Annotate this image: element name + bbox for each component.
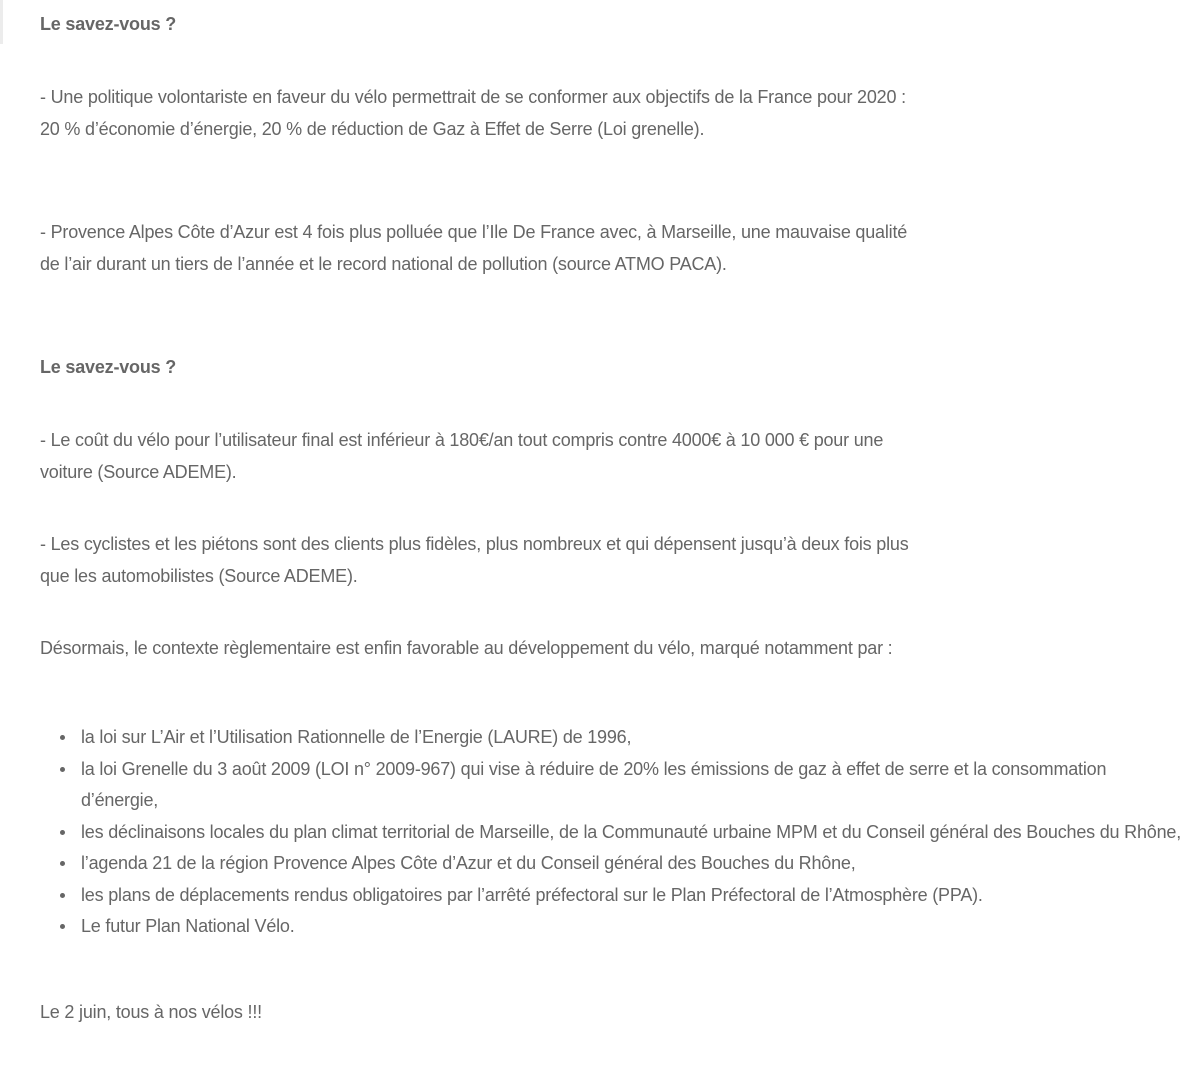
bullet-icon [60,735,65,740]
section-heading: Le savez-vous ? [40,357,177,377]
section-heading: Le savez-vous ? [40,14,177,34]
list-item [40,911,1185,943]
paragraph: - Provence Alpes Côte d’Azur est 4 fois plus polluée que l’Ile De France avec, à Marseille, une mauvaise qualité de l’air durant un tiers de l’année et le record national de pollution (source ATMO PACA). [40,222,908,274]
bullet-icon [60,861,65,866]
left-edge-bar [0,0,3,44]
bullet-icon [60,924,65,929]
list-item [40,817,1185,849]
list-item-text: la loi Grenelle du 3 août 2009 (LOI n° 2009-967) qui vise à réduire de 20% les émissions de gaz à effet de serre et la consommation d’énergie, [81,758,1107,810]
list-item-text: Le futur Plan National Vélo. [81,916,295,936]
list-item-text: la loi sur L’Air et l’Utilisation Rationnelle de l’Energie (LAURE) de 1996, [81,727,632,747]
list-item-text: les déclinaisons locales du plan climat territorial de Marseille, de la Communauté urbaine MPM et du Conseil général des Bouches du Rhône, [81,821,1182,842]
bullet-icon [60,830,65,835]
paragraph: - Une politique volontariste en faveur du vélo permettrait de se conformer aux objectifs de la France pour 2020 : 20 % d’économie d’énergie, 20 % de réduction de Gaz à Effet de Serre (Loi grenelle). [40,87,906,139]
list-item [40,722,1185,754]
list-item-text: les plans de déplacements rendus obligatoires par l’arrêté préfectoral sur le Plan Préfectoral de l’Atmosphère (PPA). [81,884,983,905]
bullet-icon [60,893,65,898]
paragraph: - Les cyclistes et les piétons sont des clients plus fidèles, plus nombreux et qui dépensent jusqu’à deux fois plus que les automobilistes (Source ADEME). [40,534,909,586]
closing-line: Le 2 juin, tous à nos vélos !!! [40,1002,262,1022]
paragraph: Désormais, le contexte règlementaire est enfin favorable au développement du vélo, marqué notamment par : [40,638,893,658]
bullet-icon [60,767,65,772]
list-item [40,880,1185,912]
list-item-text: l’agenda 21 de la région Provence Alpes Côte d’Azur et du Conseil général des Bouches du Rhône, [81,853,856,873]
list-item [40,754,1185,817]
regulation-list [40,722,1185,943]
list-item [40,848,1185,880]
paragraph: - Le coût du vélo pour l’utilisateur final est inférieur à 180€/an tout compris contre 4000€ à 10 000 € pour une voiture (Source ADEME). [40,430,884,482]
